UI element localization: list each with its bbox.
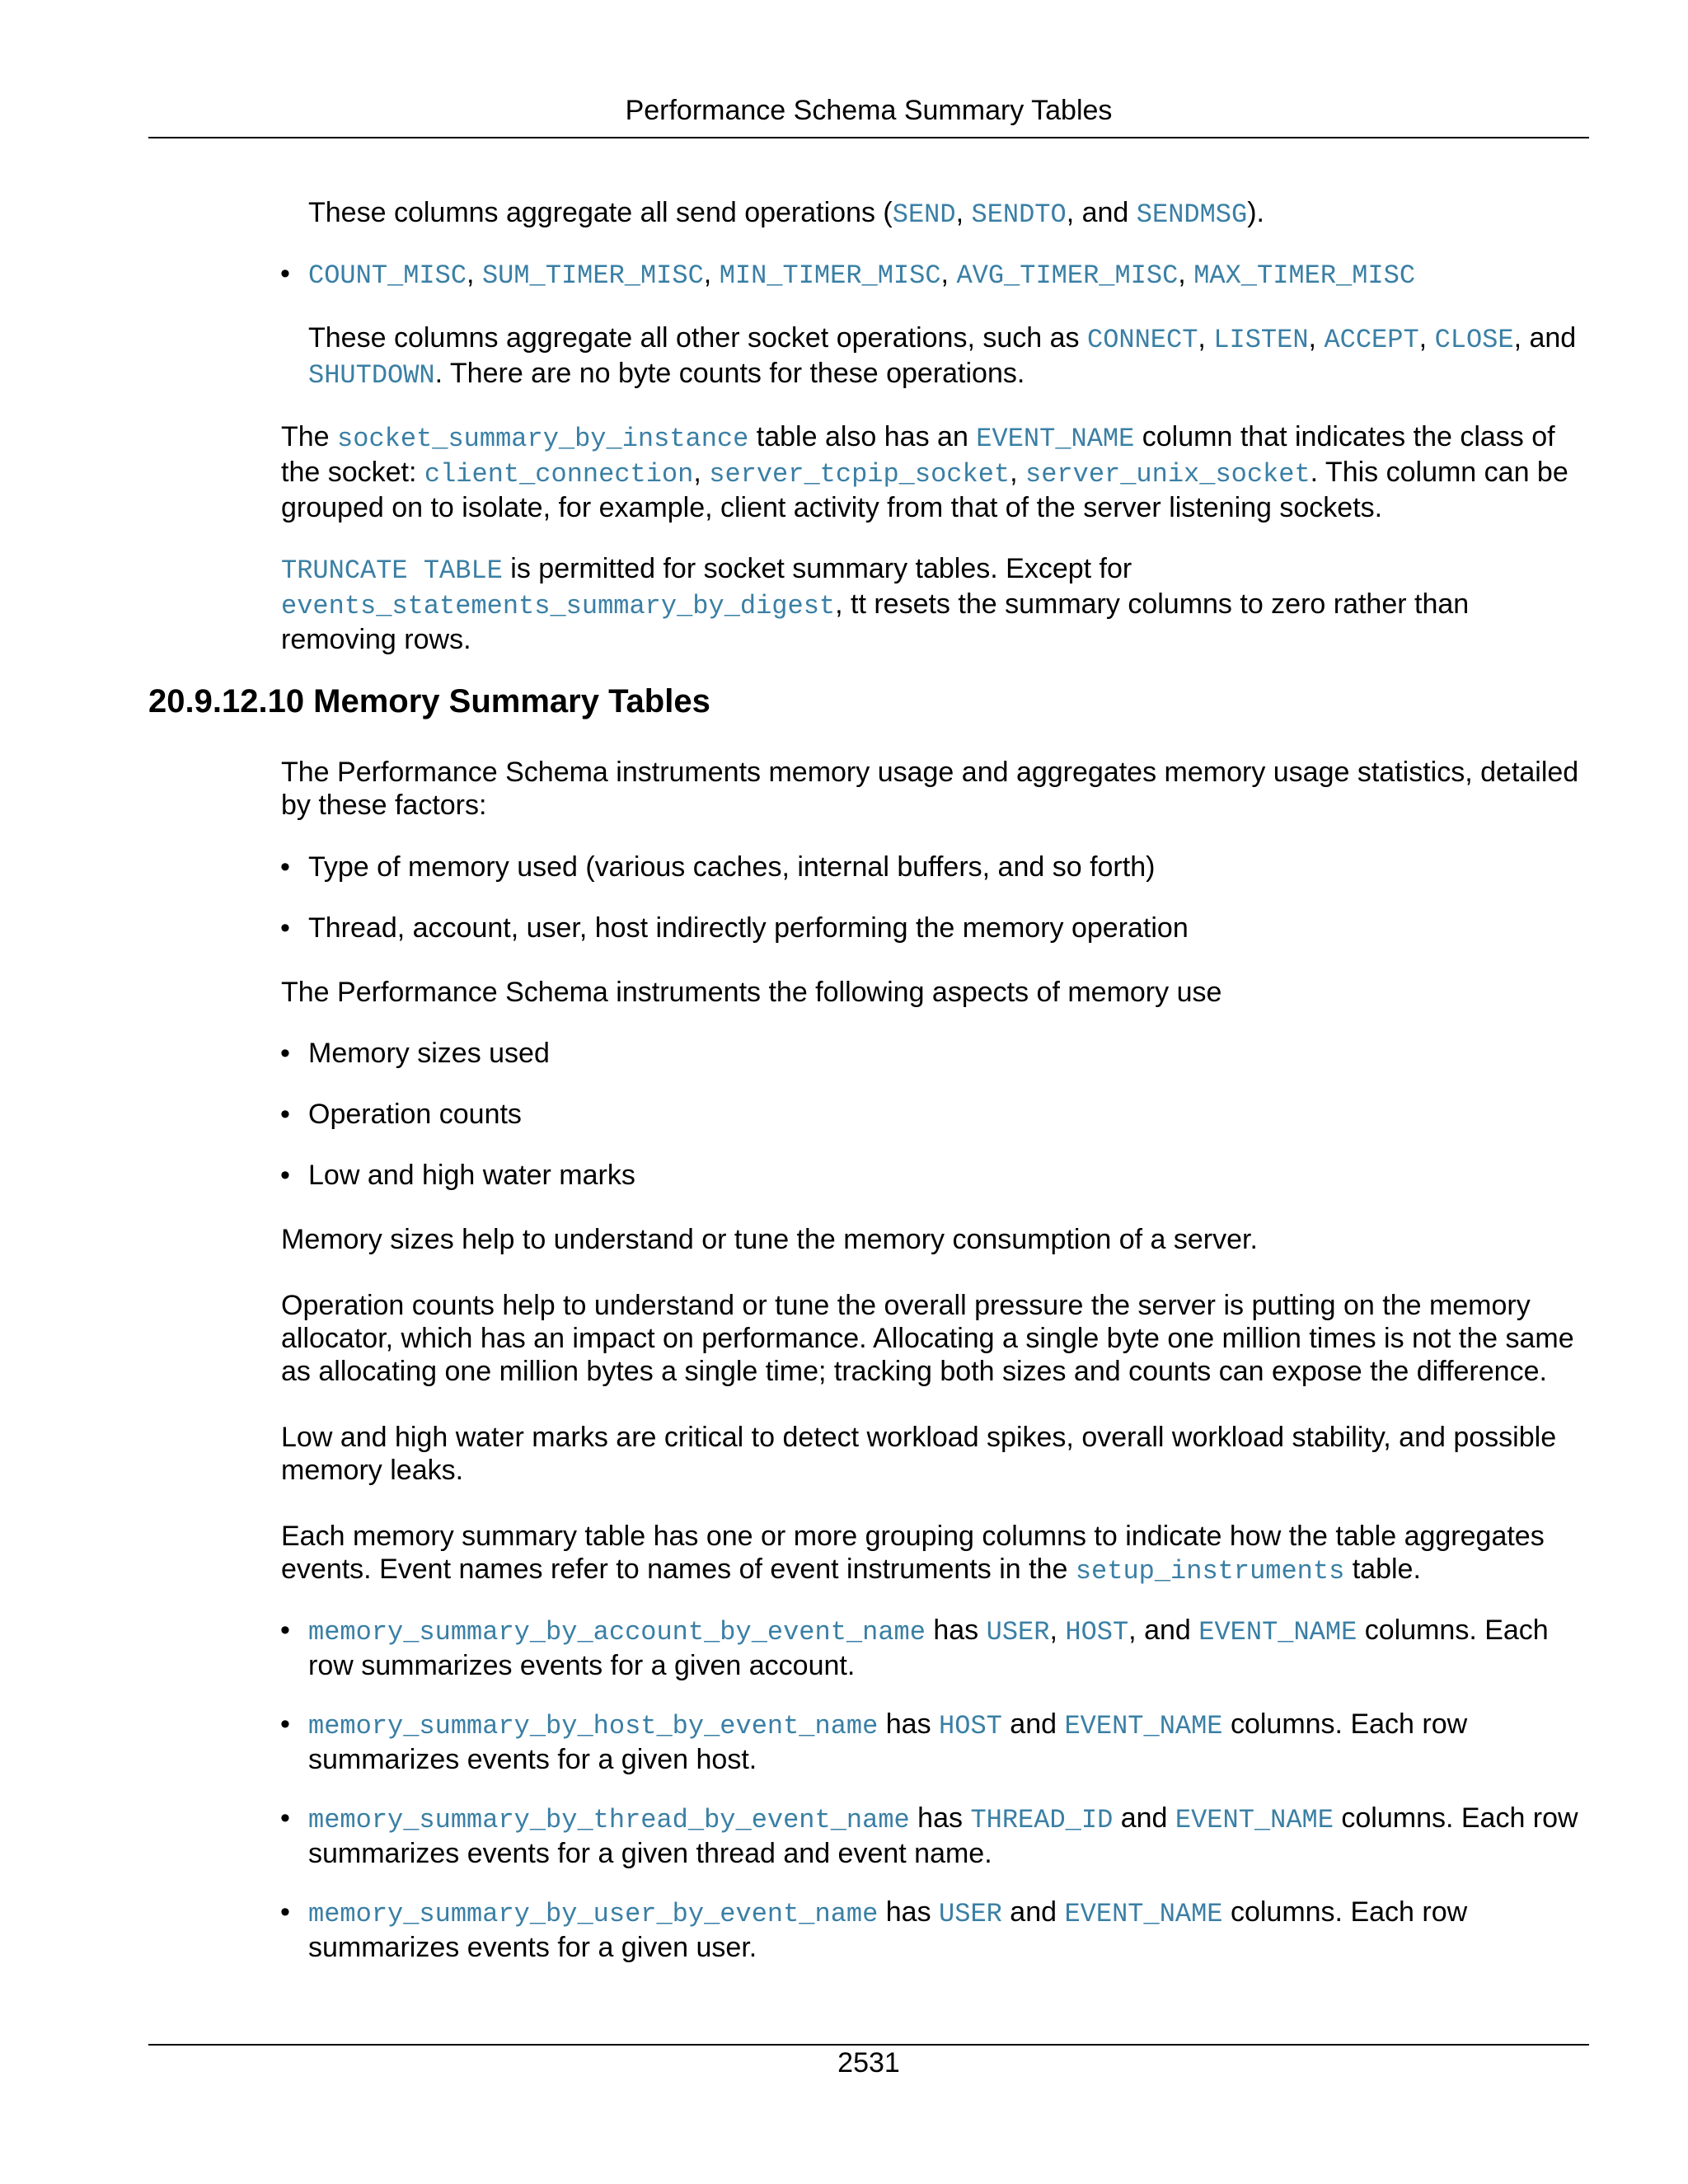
aspect-item: Operation counts — [308, 1099, 522, 1130]
bullet: • — [280, 912, 290, 944]
table-item-account: memory_summary_by_account_by_event_name has USER, HOST, and EVENT_NAME columns. Each row summarizes events for a given account. — [308, 1615, 1549, 1681]
bullet: • — [280, 1802, 290, 1834]
socket-instance-paragraph: The socket_summary_by_instance table also has an EVENT_NAME column that indicates the class of the socket: client_connection, server_tcpip_socket, server_unix_socket. This column can be grouped on to isolate, for example, client activity from that of the server listening sockets. — [281, 421, 1568, 523]
grouping-paragraph: Each memory summary table has one or more grouping columns to indicate how the table aggregates events. Event names refer to names of event instruments in the setup_instruments table. — [281, 1521, 1545, 1586]
aspect-item: Low and high water marks — [308, 1160, 635, 1191]
bullet: • — [280, 258, 290, 289]
footer-rule — [148, 2044, 1589, 2046]
truncate-paragraph: TRUNCATE TABLE is permitted for socket summary tables. Except for events_statements_summary_by_digest, tt resets the summary columns to zero rather than removing rows. — [281, 553, 1470, 655]
bullet: • — [280, 851, 290, 883]
running-header: Performance Schema Summary Tables — [625, 95, 1113, 126]
aspect-item: Memory sizes used — [308, 1038, 550, 1069]
table-name-link[interactable]: memory_summary_by_thread_by_event_name — [308, 1805, 910, 1835]
intro-paragraph: The Performance Schema instruments memory usage and aggregates memory usage statistics, detailed by these factors: — [281, 757, 1579, 821]
page-number: 2531 — [837, 2047, 900, 2079]
bullet: • — [280, 1038, 290, 1069]
section-heading: 20.9.12.10 Memory Summary Tables — [148, 683, 710, 719]
sizes-paragraph: Memory sizes help to understand or tune the memory consumption of a server. — [281, 1224, 1258, 1255]
aspects-intro: The Performance Schema instruments the following aspects of memory use — [281, 977, 1222, 1008]
misc-columns-item: COUNT_MISC, SUM_TIMER_MISC, MIN_TIMER_MISC, AVG_TIMER_MISC, MAX_TIMER_MISC — [308, 258, 1416, 291]
code-sendto: SENDTO — [971, 199, 1067, 230]
table-item-host: memory_summary_by_host_by_event_name has HOST and EVENT_NAME columns. Each row summarizes events for a given host. — [308, 1708, 1468, 1775]
bullet: • — [280, 1615, 290, 1646]
bullet: • — [280, 1160, 290, 1191]
misc-description: These columns aggregate all other socket operations, such as CONNECT, LISTEN, ACCEPT, CLOSE, and SHUTDOWN. There are no byte counts for these operations. — [308, 322, 1577, 391]
table-name-link[interactable]: memory_summary_by_account_by_event_name — [308, 1617, 926, 1647]
factor-item: Thread, account, user, host indirectly performing the memory operation — [308, 912, 1189, 944]
table-item-thread: memory_summary_by_thread_by_event_name has THREAD_ID and EVENT_NAME columns. Each row summarizes events for a given thread and event name. — [308, 1802, 1578, 1869]
water-marks-paragraph: Low and high water marks are critical to detect workload spikes, overall workload stability, and possible memory leaks. — [281, 1422, 1557, 1486]
header-rule — [148, 137, 1589, 138]
counts-paragraph: Operation counts help to understand or tune the overall pressure the server is putting on the memory allocator, which has an impact on performance. Allocating a single byte one million times is not the same as allocating one million bytes a single time; tracking both sizes and counts can expose the difference. — [281, 1290, 1574, 1387]
table-item-user: memory_summary_by_user_by_event_name has USER and EVENT_NAME columns. Each row summarizes events for a given user. — [308, 1896, 1468, 1963]
bullet: • — [280, 1896, 290, 1928]
send-ops-paragraph: These columns aggregate all send operations (SEND, SENDTO, and SENDMSG). — [308, 197, 1264, 230]
factor-item: Type of memory used (various caches, internal buffers, and so forth) — [308, 851, 1156, 883]
code-send: SEND — [892, 199, 956, 230]
bullet: • — [280, 1099, 290, 1130]
bullet: • — [280, 1708, 290, 1740]
table-name-link[interactable]: memory_summary_by_host_by_event_name — [308, 1711, 879, 1741]
table-name-link[interactable]: memory_summary_by_user_by_event_name — [308, 1899, 879, 1929]
code-sendmsg: SENDMSG — [1136, 199, 1248, 230]
